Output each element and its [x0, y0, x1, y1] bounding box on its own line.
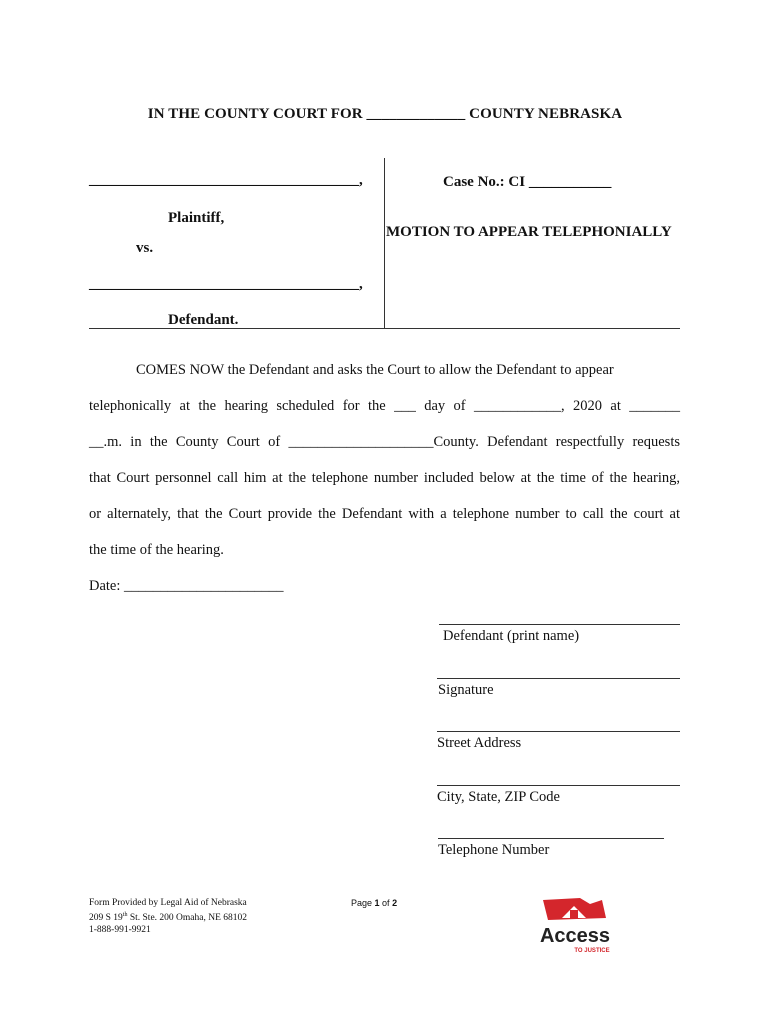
access-to-justice-logo — [540, 894, 610, 958]
body-line-1: COMES NOW the Defendant and asks the Court to allow the Defendant to appear — [136, 362, 614, 378]
footer-address — [89, 897, 247, 936]
body-line-6: the time of the hearing. — [89, 542, 224, 558]
footer-phone: 1-888-991-9921 — [89, 925, 151, 936]
case-number[interactable]: Case No.: CI ___________ — [443, 174, 612, 190]
defendant-name-line[interactable]: ____________________________________, — [89, 276, 363, 292]
plaintiff-label: Plaintiff, — [168, 210, 225, 226]
footer-provider: Form Provided by Legal Aid of Nebraska — [89, 898, 247, 908]
logo-main-text: Access — [540, 925, 610, 947]
body-line-5: or alternately, that the Court provide the Defendant with a telephone number to call the court at — [89, 506, 680, 522]
body-line-3: __.m. in the County Court of ____________________County. Defendant respectfully requests — [89, 434, 680, 450]
city-state-zip-label: City, State, ZIP Code — [437, 789, 560, 805]
print-name-line[interactable] — [439, 624, 680, 625]
logo-sub-text: TO JUSTICE — [574, 948, 610, 954]
print-name-label: Defendant (print name) — [443, 628, 580, 644]
body-line-4: that Court personnel call him at the telephone number included below at the time of the hearing, — [89, 470, 680, 486]
vs-label: vs. — [136, 240, 154, 256]
footer-street: 209 S 19th St. Ste. 200 Omaha, NE 68102 — [89, 912, 248, 924]
signature-label: Signature — [438, 682, 494, 698]
plaintiff-name-line[interactable]: ____________________________________, — [89, 172, 363, 188]
city-state-zip-line[interactable] — [437, 785, 680, 786]
court-title: IN THE COUNTY COURT FOR _____________ COUNTY NEBRASKA — [147, 106, 623, 122]
defendant-label: Defendant. — [168, 312, 239, 328]
signature-line[interactable] — [437, 678, 680, 679]
telephone-line[interactable] — [438, 838, 664, 839]
street-address-line[interactable] — [437, 731, 680, 732]
motion-title: MOTION TO APPEAR TELEPHONIALLY — [386, 224, 672, 240]
page-number: Page 1 of 2 — [351, 898, 398, 908]
caption-divider-vertical — [384, 158, 385, 328]
street-address-label: Street Address — [437, 735, 522, 751]
logo-emblem-icon — [540, 894, 610, 958]
body-line-2: telephonically at the hearing scheduled for the ___ day of ____________, 2020 at _______ — [89, 398, 680, 414]
telephone-label: Telephone Number — [438, 842, 550, 858]
caption-divider-horizontal — [89, 328, 680, 329]
date-field[interactable]: Date: ______________________ — [89, 578, 284, 594]
